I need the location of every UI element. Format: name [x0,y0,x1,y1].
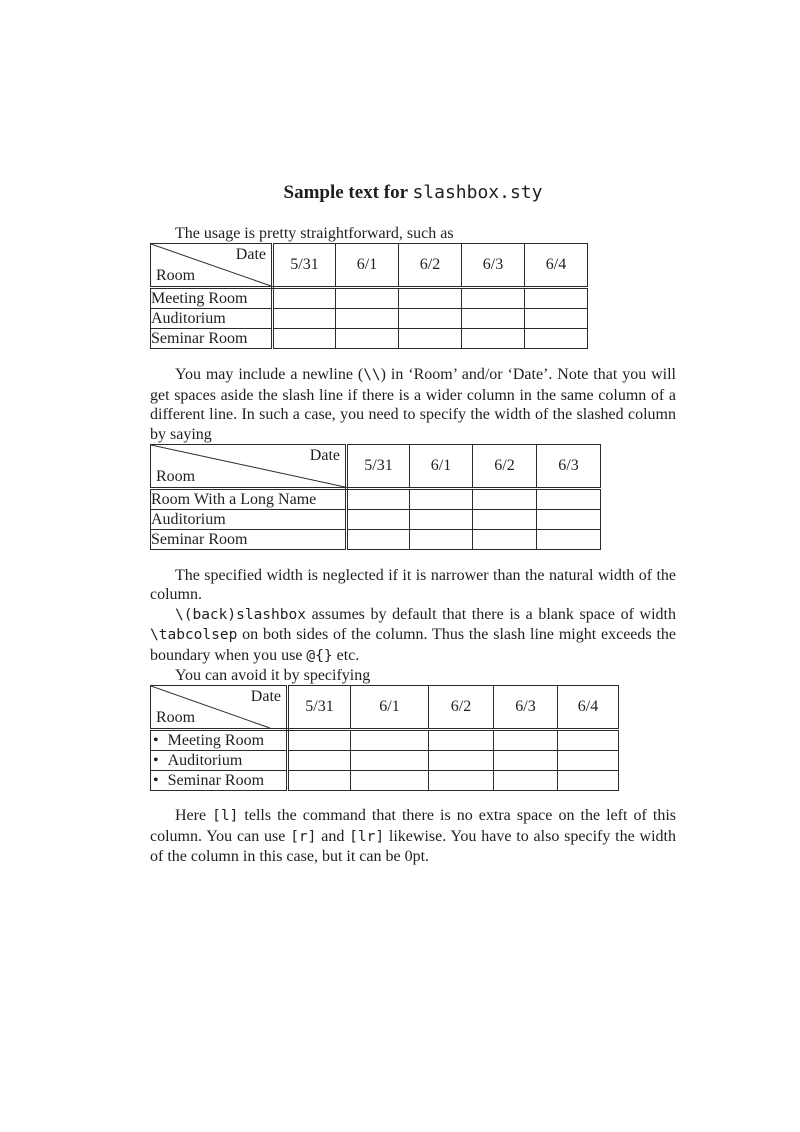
empty-cell [288,730,351,751]
empty-cell [558,751,619,771]
paragraph-avoid: You can avoid it by specifying [175,667,371,685]
bullet-icon: • [153,771,159,789]
empty-cell [410,510,473,530]
empty-cell [494,730,558,751]
empty-cell [347,489,410,510]
empty-cell [525,329,588,349]
empty-cell [558,771,619,791]
empty-cell [336,288,399,309]
column-header: 5/31 [347,445,410,489]
row-label [151,730,288,751]
empty-cell [494,751,558,771]
column-header: 6/1 [351,686,429,730]
page-title-code: slashbox.sty [412,182,543,203]
slash-header-cell [151,244,273,288]
empty-cell [537,489,601,510]
empty-cell [525,288,588,309]
schedule-table-3 [150,685,619,791]
bullet-icon: • [153,731,159,749]
empty-cell [462,288,525,309]
empty-cell [273,309,336,329]
paragraph-newline-note: You may include a newline (\\) in ‘Room’ and/or ‘Date’. Note that you will get spaces aside the slash line if there is a wider column in the same column of a different line. In such a case, you need to specify the width of the slashed column by saying [150,366,676,443]
empty-cell [410,489,473,510]
table-row [151,510,601,530]
empty-cell [429,730,494,751]
empty-cell [429,771,494,791]
page-title [150,182,676,204]
empty-cell [537,510,601,530]
date-label: Date [250,688,281,706]
date-label: Date [309,447,340,465]
empty-cell [288,771,351,791]
empty-cell [336,329,399,349]
room-label: Room [156,267,196,285]
empty-cell [399,288,462,309]
empty-cell [351,771,429,791]
document-content [150,182,676,867]
schedule-table-2 [150,444,601,550]
table-header-row [151,244,588,288]
empty-cell [429,751,494,771]
slash-header-cell [151,686,288,730]
table-header-row [151,686,619,730]
empty-cell [347,510,410,530]
row-label: Auditorium [151,309,273,329]
empty-cell [473,510,537,530]
column-header: 6/2 [473,445,537,489]
table-row [151,530,601,550]
empty-cell [494,771,558,791]
empty-cell [462,309,525,329]
table-row [151,771,619,791]
column-header: 6/4 [558,686,619,730]
schedule-table-1 [150,243,588,349]
table-row [151,309,588,329]
column-header: 6/4 [525,244,588,288]
column-header: 6/2 [429,686,494,730]
slash-header-cell [151,445,347,489]
paragraph-intro: The usage is pretty straightforward, such as [175,225,454,242]
row-label: Auditorium [151,510,347,530]
empty-cell [410,530,473,550]
table-row [151,751,619,771]
column-header: 6/2 [399,244,462,288]
empty-cell [336,309,399,329]
empty-cell [347,530,410,550]
column-header: 5/31 [273,244,336,288]
empty-cell [273,329,336,349]
table-row [151,329,588,349]
empty-cell [273,288,336,309]
empty-cell [351,751,429,771]
row-label: Seminar Room [151,530,347,550]
table-header-row [151,445,601,489]
bullet-icon: • [153,751,159,769]
table-row [151,730,619,751]
column-header: 6/3 [537,445,601,489]
column-header: 6/3 [462,244,525,288]
row-label [151,751,288,771]
row-label-text: Auditorium [167,751,243,769]
empty-cell [525,309,588,329]
row-label-text: Seminar Room [167,771,265,789]
paragraph-specified-width: The specified width is neglected if it is narrower than the natural width of the column. [150,567,676,604]
empty-cell [288,751,351,771]
empty-cell [399,329,462,349]
paragraph-backslashbox: \(back)slashbox assumes by default that there is a blank space of width \tabcolsep on both sides of the column. Thus the slash line might exceeds the boundary when you use @{} etc. [150,605,676,664]
row-label: Meeting Room [151,288,273,309]
paragraph-here-l: Here [l] tells the command that there is no extra space on the left of this column. You can use [r] and [lr] likewise. You have to also specify the width of the column in this case, but it can be 0pt. [150,807,677,866]
empty-cell [399,309,462,329]
empty-cell [351,730,429,751]
empty-cell [462,329,525,349]
column-header: 6/1 [336,244,399,288]
row-label [151,771,288,791]
row-label-text: Meeting Room [167,731,265,749]
column-header: 6/3 [494,686,558,730]
page-title-text: Sample text for [283,182,413,203]
empty-cell [537,530,601,550]
column-header: 5/31 [288,686,351,730]
table-row [151,489,601,510]
column-header: 6/1 [410,445,473,489]
empty-cell [558,730,619,751]
room-label: Room [156,468,196,486]
empty-cell [473,489,537,510]
table-row [151,288,588,309]
row-label: Seminar Room [151,329,273,349]
date-label: Date [235,246,266,264]
row-label: Room With a Long Name [151,489,347,510]
empty-cell [473,530,537,550]
room-label: Room [156,709,196,727]
